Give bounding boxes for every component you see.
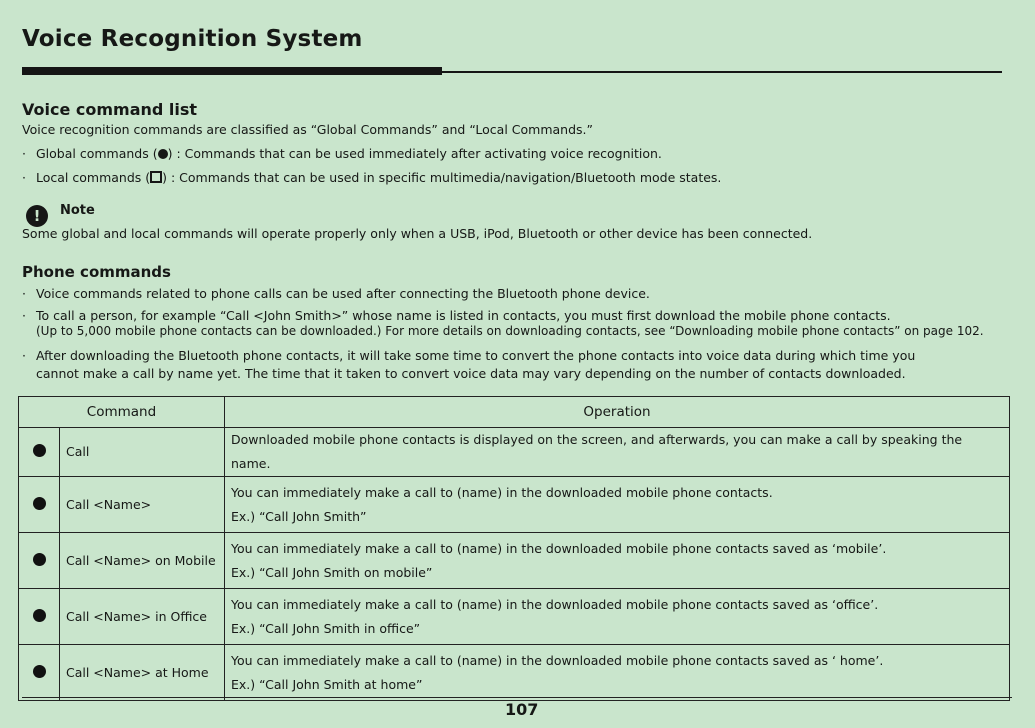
- command-cell: Call <Name> on Mobile: [60, 533, 225, 589]
- operation-cell: Downloaded mobile phone contacts is displayed on the screen, and afterwards, you can make a call by speaking the name.: [225, 428, 1010, 477]
- command-cell: Call <Name> in Office: [60, 589, 225, 645]
- square-icon: [150, 171, 162, 183]
- title-underline-thin: [442, 71, 1002, 73]
- command-cell: Call <Name>: [60, 477, 225, 533]
- column-header-operation: Operation: [225, 397, 1010, 428]
- list-item-local-commands: · Local commands ( ) : Commands that can be used in specific multimedia/navigation/Bluetooth mode states.: [22, 170, 722, 185]
- global-command-cell: [19, 428, 60, 477]
- list-item-phone-call-person-line2: (Up to 5,000 mobile phone contacts can be downloaded.) For more details on downloading contacts, see “Downloading mobile phone contacts” on page 102.: [36, 324, 984, 338]
- table-row: [19, 428, 1010, 477]
- note-text: Some global and local commands will operate properly only when a USB, iPod, Bluetooth or other device has been connected.: [22, 226, 813, 241]
- voice-command-intro: Voice recognition commands are classified as “Global Commands” and “Local Commands.”: [22, 122, 593, 137]
- global-command-cell: [19, 477, 60, 533]
- table-row: [19, 477, 1010, 533]
- column-header-command: Command: [19, 397, 225, 428]
- global-command-cell: [19, 533, 60, 589]
- command-cell: Call: [60, 428, 225, 477]
- command-cell: Call <Name> at Home: [60, 645, 225, 701]
- global-command-cell: [19, 645, 60, 701]
- operation-cell: You can immediately make a call to (name) in the downloaded mobile phone contacts. Ex.) “Call John Smith”: [225, 477, 1010, 533]
- list-item-global-commands: · Global commands ( ) : Commands that can be used immediately after activating voice recognition.: [22, 146, 662, 161]
- operation-cell: You can immediately make a call to (name) in the downloaded mobile phone contacts saved as ‘mobile’. Ex.) “Call John Smith on mobile”: [225, 533, 1010, 589]
- filled-circle-icon: [158, 149, 168, 159]
- table-row: [19, 589, 1010, 645]
- table-row: [19, 533, 1010, 589]
- section-heading-phone-commands: Phone commands: [22, 263, 171, 281]
- operation-cell: You can immediately make a call to (name) in the downloaded mobile phone contacts saved as ‘ home’. Ex.) “Call John Smith at home”: [225, 645, 1010, 701]
- global-command-icon: [33, 665, 46, 678]
- note-exclamation-icon: !: [26, 205, 48, 227]
- section-heading-voice-command-list: Voice command list: [22, 100, 198, 119]
- list-item-phone-download: · After downloading the Bluetooth phone contacts, it will take some time to convert the phone contacts into voice data during which time you: [22, 348, 916, 363]
- global-command-icon: [33, 444, 46, 457]
- operation-cell: You can immediately make a call to (name) in the downloaded mobile phone contacts saved as ‘office’. Ex.) “Call John Smith in office”: [225, 589, 1010, 645]
- table-header-row: [19, 397, 1010, 428]
- page-title: Voice Recognition System: [22, 26, 363, 52]
- footer-rule: [22, 697, 1012, 698]
- page-number: 107: [505, 700, 539, 719]
- global-command-cell: [19, 589, 60, 645]
- table-row: [19, 645, 1010, 701]
- global-command-icon: [33, 553, 46, 566]
- global-command-icon: [33, 497, 46, 510]
- phone-command-table: [18, 396, 1010, 701]
- global-command-icon: [33, 609, 46, 622]
- list-item-phone-call-person: · To call a person, for example “Call <John Smith>” whose name is listed in contacts, you must first download the mobile phone contacts.: [22, 308, 891, 323]
- list-item-phone-download-line2: cannot make a call by name yet. The time that it taken to convert voice data may vary depending on the number of contacts downloaded.: [36, 366, 906, 381]
- list-item-phone-bluetooth: · Voice commands related to phone calls can be used after connecting the Bluetooth phone device.: [22, 286, 650, 301]
- title-underline-thick: [22, 67, 442, 75]
- note-label: Note: [60, 203, 95, 218]
